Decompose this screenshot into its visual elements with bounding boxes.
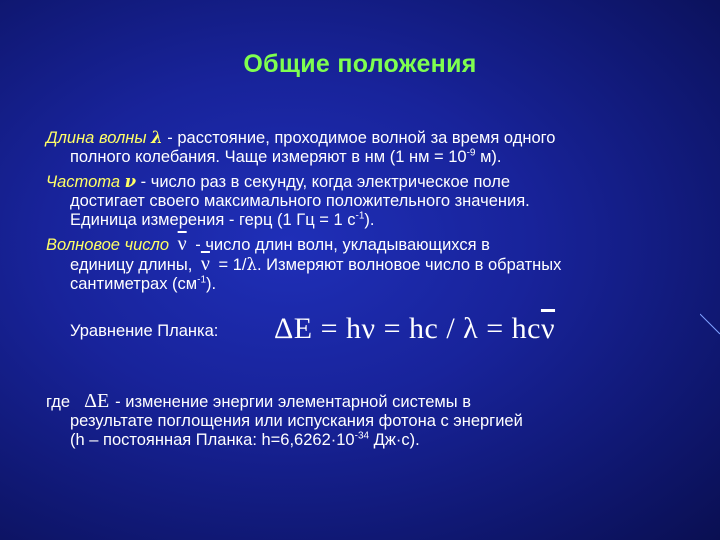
wavenumber-line-3 [46,275,696,294]
frequency-text-2: достигает своего максимального положительного значения. [70,192,530,210]
frequency-exponent: -1 [355,210,365,222]
lambda-symbol: λ [151,128,163,147]
wavenumber-text-6: ). [206,275,217,293]
planck-equation [274,312,555,346]
frequency-text-3: Единица измерения - герц (1 Гц = 1 с [70,211,356,229]
nu-bar-symbol: $\overline{\nu}$ [177,233,187,255]
delta-e-symbol: ΔE [84,390,110,412]
where-explanation [46,392,696,450]
planck-label: Уравнение Планка: [70,322,219,340]
wavelength-term: Длина волны [46,129,147,147]
frequency-text-4: ). [364,211,375,229]
wavenumber-definition [46,235,696,294]
where-text-1: - изменение энергии элементарной системы в [115,393,471,411]
frequency-definition [46,172,696,230]
where-text-2: результате поглощения или испускания фотона с энергией [70,412,523,430]
wavenumber-line-2 [46,255,696,275]
nu-symbol: ν [124,172,137,191]
where-word: где [46,393,71,411]
frequency-term: Частота [46,173,121,191]
frequency-line-3 [46,211,696,230]
corner-decoration-line [700,300,720,340]
planck-exponent: -34 [354,430,370,442]
wavenumber-text-3: = 1/ [213,256,247,274]
wavenumber-term: Волновое число [46,236,170,254]
wavelength-text-2: полного колебания. Чаще измеряют в нм (1 нм = 10 [70,148,467,166]
wavelength-line-2 [46,148,696,167]
wavelength-text-3: м). [475,148,502,166]
where-text-4: Дж·с). [369,431,420,449]
wavenumber-exponent: -1 [197,274,207,286]
nu-bar-symbol-2: $\overline{\nu}$ [200,253,210,275]
wavelength-exponent: -9 [466,147,476,159]
where-text-3: (h – постоянная Планка: h=6,6262·10 [70,431,355,449]
wavenumber-text-5: сантиметрах (см [70,275,198,293]
planck-equation-nu-bar: $\overline{\nu}$ [540,312,556,345]
slide-title: Общие положения [243,50,477,78]
wavelength-definition [46,128,696,167]
frequency-text-1: - число раз в секунду, когда электрическое поле [136,173,510,191]
wavelength-text-1: - расстояние, проходимое волной за время одного [162,129,556,147]
planck-equation-main: ΔE = hν = hc / λ = hc [274,312,541,345]
wavenumber-text-2: единицу длины, [70,256,197,274]
where-line-3 [46,431,696,450]
wavenumber-text-4: . Измеряют волновое число в обратных [256,256,562,274]
wavenumber-text-1: - число длин волн, укладывающихся в [190,236,490,254]
lambda-symbol-2: λ [246,255,257,274]
